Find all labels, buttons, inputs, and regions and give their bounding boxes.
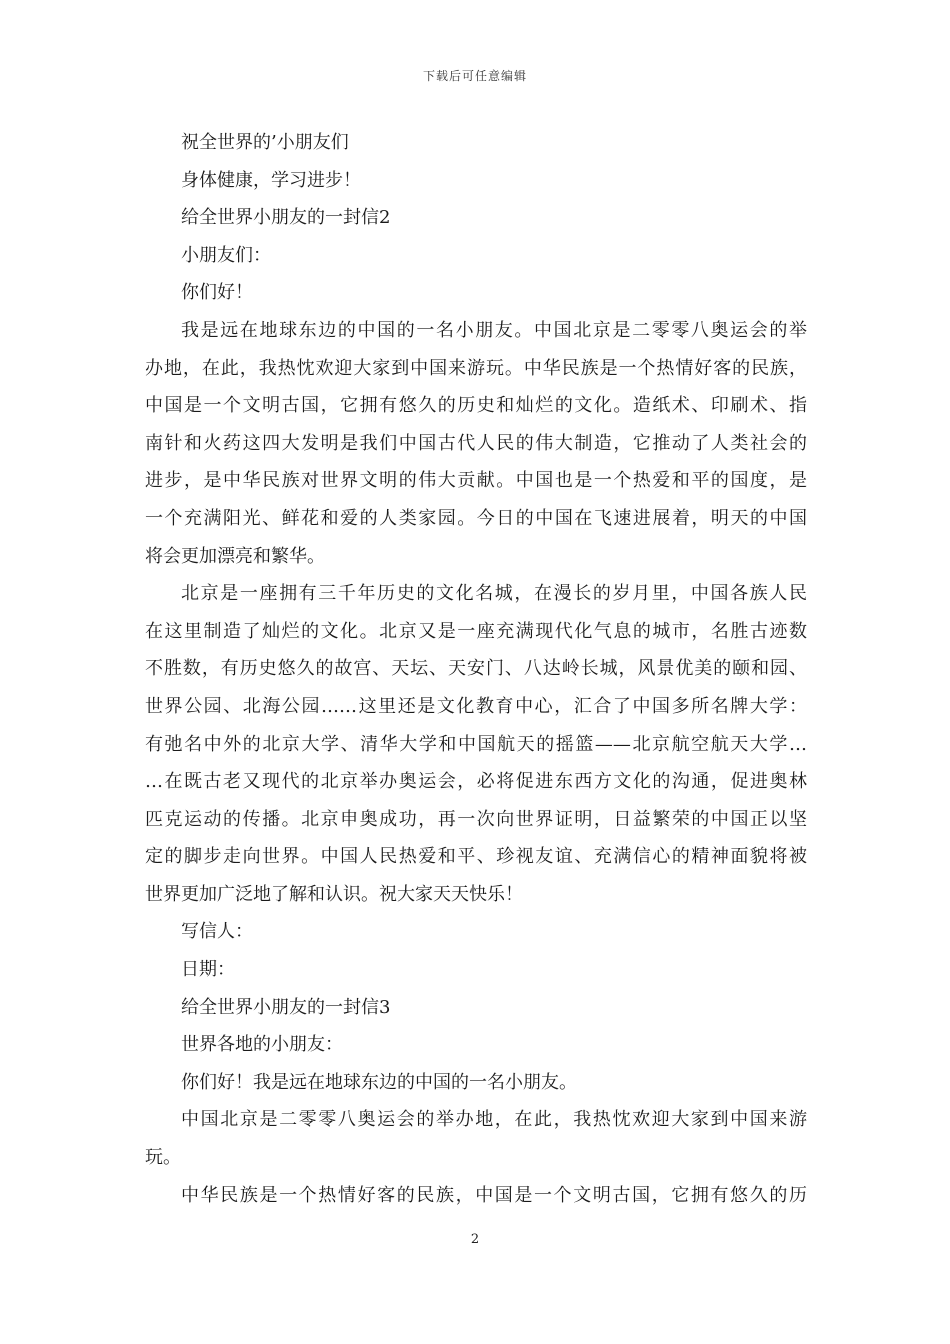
signature-date: 日期： (181, 959, 235, 981)
paragraph-line: 北京是一座拥有三千年历史的文化名城，在漫长的岁月里，中国各族人民 (181, 583, 807, 605)
greeting: 你们好！ (181, 282, 253, 304)
letter-title: 给全世界小朋友的一封信3 (181, 996, 391, 1018)
paragraph-line: 不胜数，有历史悠久的故宫、天坛、天安门、八达岭长城，风景优美的颐和园、 (145, 658, 807, 680)
paragraph-line: 匹克运动的传播。北京申奥成功，再一次向世界证明，日益繁荣的中国正以坚 (145, 808, 807, 830)
paragraph-line: 我是远在地球东边的中国的一名小朋友。中国北京是二零零八奥运会的举 (181, 319, 807, 341)
signature-writer: 写信人： (181, 921, 253, 943)
closing-line: 祝全世界的’小朋友们 (181, 132, 349, 153)
header-note: 下载后可任意编辑 (422, 69, 527, 83)
paragraph-line: 一个充满阳光、鲜花和爱的人类家园。今日的中国在飞速进展着，明天的中国 (145, 507, 807, 529)
greeting: 你们好！我是远在地球东边的中国的一名小朋友。 (181, 1071, 577, 1093)
paragraph-line: 世界公园、北海公园……这里还是文化教育中心，汇合了中国多所名牌大学： (145, 695, 807, 717)
salutation: 小朋友们： (181, 244, 271, 266)
document-body (145, 124, 807, 1214)
paragraph-line: 有弛名中外的北京大学、清华大学和中国航天的摇篮——北京航空航天大学… (145, 733, 807, 755)
page-number: 2 (470, 1232, 480, 1247)
closing-wish: 身体健康，学习进步！ (181, 169, 361, 191)
paragraph-line: …在既古老又现代的北京举办奥运会，必将促进东西方文化的沟通，促进奥林 (145, 771, 807, 793)
paragraph-line: 将会更加漂亮和繁华。 (145, 545, 325, 567)
paragraph-line: 中华民族是一个热情好客的民族，中国是一个文明古国，它拥有悠久的历 (181, 1184, 807, 1206)
paragraph-line: 南针和火药这四大发明是我们中国古代人民的伟大制造，它推动了人类社会的 (145, 432, 807, 454)
paragraph-line: 世界更加广泛地了解和认识。祝大家天天快乐！ (145, 883, 523, 905)
salutation: 世界各地的小朋友： (181, 1034, 343, 1056)
paragraph-line: 玩。 (145, 1147, 181, 1169)
paragraph-line: 在这里制造了灿烂的文化。北京又是一座充满现代化气息的城市，名胜古迹数 (145, 620, 807, 642)
letter-title: 给全世界小朋友的一封信2 (181, 207, 391, 229)
paragraph-line: 中国北京是二零零八奥运会的举办地，在此，我热忱欢迎大家到中国来游 (181, 1109, 807, 1131)
paragraph-line: 中国是一个文明古国，它拥有悠久的历史和灿烂的文化。造纸术、印刷术、指 (145, 395, 807, 417)
paragraph-line: 办地，在此，我热忱欢迎大家到中国来游玩。中华民族是一个热情好客的民族， (145, 357, 807, 379)
paragraph-line: 进步，是中华民族对世界文明的伟大贡献。中国也是一个热爱和平的国度，是 (145, 470, 807, 492)
paragraph-line: 定的脚步走向世界。中国人民热爱和平、珍视友谊、充满信心的精神面貌将被 (145, 846, 807, 868)
